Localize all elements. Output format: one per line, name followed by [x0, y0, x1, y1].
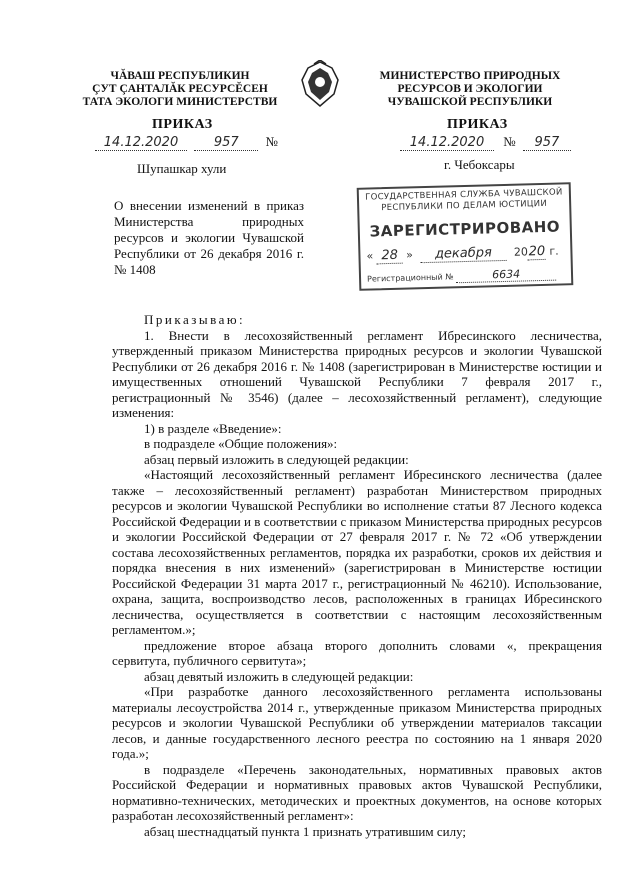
- number-sign-left: №: [265, 134, 278, 149]
- body-paragraph: «При разработке данного лесохозяйственного регламента использованы материалы лесоустройства 2014 г., утвержденные приказом Министерства природных ресурсов и экологии Чувашской Республики об утверждении материалов таксации лесов, и данные государственного лесного реестра по состоянию на 1 января 2020 года.»;: [112, 684, 602, 761]
- header-right-line: МИНИСТЕРСТВО ПРИРОДНЫХ: [379, 70, 561, 82]
- stamp-year-prefix: 20: [513, 245, 529, 259]
- date-number-left: [95, 134, 278, 151]
- body-paragraph: «Настоящий лесохозяйственный регламент Ибресинского лесничества (далее также – лесохозяйственный регламент) разработан Министерством природных ресурсов и экологии Чувашской Республики во исполнение статьи 87 Лесного кодекса Российской Федерации и в соответствии с приказом Министерства природных ресурсов и экологии Российской Федерации от 27 февраля 2017 г. № 72 «Об утверждении состава лесохозяйственных регламентов, порядка их разработки, сроков их действия и порядка внесения в них изменений» (зарегистрирован в Министерстве юстиции Российской Федерации 31 марта 2017 г., регистрационный № 46210). Использование, охрана, защита, воспроизводство лесов, расположенных в границах Ибресинского лесничества, осуществляется в соответствии с настоящим лесохозяйственным регламентом.»;: [112, 467, 602, 637]
- stamp-quote-close: »: [406, 248, 414, 262]
- order-title-left: ПРИКАЗ: [152, 117, 213, 132]
- stamp-date: [366, 243, 564, 264]
- stamp-registered-label: ЗАРЕГИСТРИРОВАНО: [369, 217, 561, 241]
- stamp-organization: [365, 187, 564, 214]
- stamp-year: 20: [528, 243, 546, 260]
- body-paragraph: в подразделе «Перечень законодательных, нормативных правовых актов Российской Федерации и нормативных правовых актов Чувашской Республики, нормативно-технических, методических и проектных документов, на основе которых разработан лесохозяйственный регламент»:: [112, 761, 602, 823]
- stamp-quote-open: «: [366, 249, 374, 263]
- stamp-registration-number: [367, 266, 565, 285]
- order-date-right: 14.12.2020: [400, 135, 494, 151]
- order-subject: О внесении изменений в приказ Министерства природных ресурсов и экологии Чувашской Республики от 26 декабря 2016 г. № 1408: [114, 198, 304, 277]
- header-left-line: ТАТА ЭКОЛОГИ МИНИСТЕРСТВИ: [82, 96, 278, 108]
- body-paragraph: абзац первый изложить в следующей редакции:: [144, 451, 409, 467]
- header-left-organization: [80, 70, 280, 109]
- stamp-reg-number: 6634: [456, 267, 556, 284]
- number-sign-right: №: [503, 134, 516, 149]
- stamp-year-suffix: г.: [549, 244, 559, 258]
- body-paragraph: абзац девятый изложить в следующей редакции:: [144, 668, 414, 684]
- header-left-line: ÇУТ ÇАНТАЛĂК РЕСУРСĔСЕН: [92, 83, 268, 95]
- date-number-right: [400, 134, 571, 151]
- body-paragraph: предложение второе абзаца второго дополнить словами «, прекращения сервитута, публичного сервитута»;: [112, 637, 602, 668]
- header-right-line: ЧУВАШСКОЙ РЕСПУБЛИКИ: [387, 96, 553, 108]
- order-number-left: 957: [194, 135, 258, 151]
- order-date-left: 14.12.2020: [95, 135, 187, 151]
- header-left-line: ЧĂВАШ РЕСПУБЛИКИН: [110, 70, 250, 82]
- body-paragraph: в подразделе «Общие положения»:: [144, 436, 338, 451]
- header-right-organization: [365, 70, 575, 109]
- place-left: Шупашкар хули: [137, 161, 227, 176]
- registration-stamp: [357, 182, 574, 291]
- stamp-org-line: РЕСПУБЛИКИ ПО ДЕЛАМ ЮСТИЦИИ: [381, 198, 548, 214]
- order-body: [112, 312, 602, 839]
- body-paragraph: абзац шестнадцатый пункта 1 признать утратившим силу;: [144, 823, 467, 839]
- order-number-right: 957: [523, 135, 571, 151]
- header-right-line: РЕСУРСОВ И ЭКОЛОГИИ: [397, 83, 543, 95]
- order-title-right: ПРИКАЗ: [447, 117, 508, 132]
- body-paragraph: 1. Внести в лесохозяйственный регламент Ибресинского лесничества, утвержденный приказом Министерства природных ресурсов и экологии Чувашской Республики от 26 декабря 2016 г. № 1408 (зарегистрирован в Министерстве юстиции и имущественных отношений Чувашской Республики 7 февраля 2017 г., регистрационный № 3546) (далее – лесохозяйственный регламент), следующие изменения:: [112, 327, 602, 420]
- stamp-org-line: ГОСУДАРСТВЕННАЯ СЛУЖБА ЧУВАШСКОЙ: [365, 187, 563, 203]
- body-paragraph: Приказываю:: [144, 312, 246, 327]
- body-paragraph: 1) в разделе «Введение»:: [144, 420, 282, 436]
- stamp-day: 28: [377, 248, 403, 265]
- coat-of-arms-icon: [298, 60, 342, 108]
- stamp-month: декабря: [420, 245, 506, 263]
- stamp-reg-label: Регистрационный №: [366, 272, 454, 284]
- place-right: г. Чебоксары: [444, 157, 515, 172]
